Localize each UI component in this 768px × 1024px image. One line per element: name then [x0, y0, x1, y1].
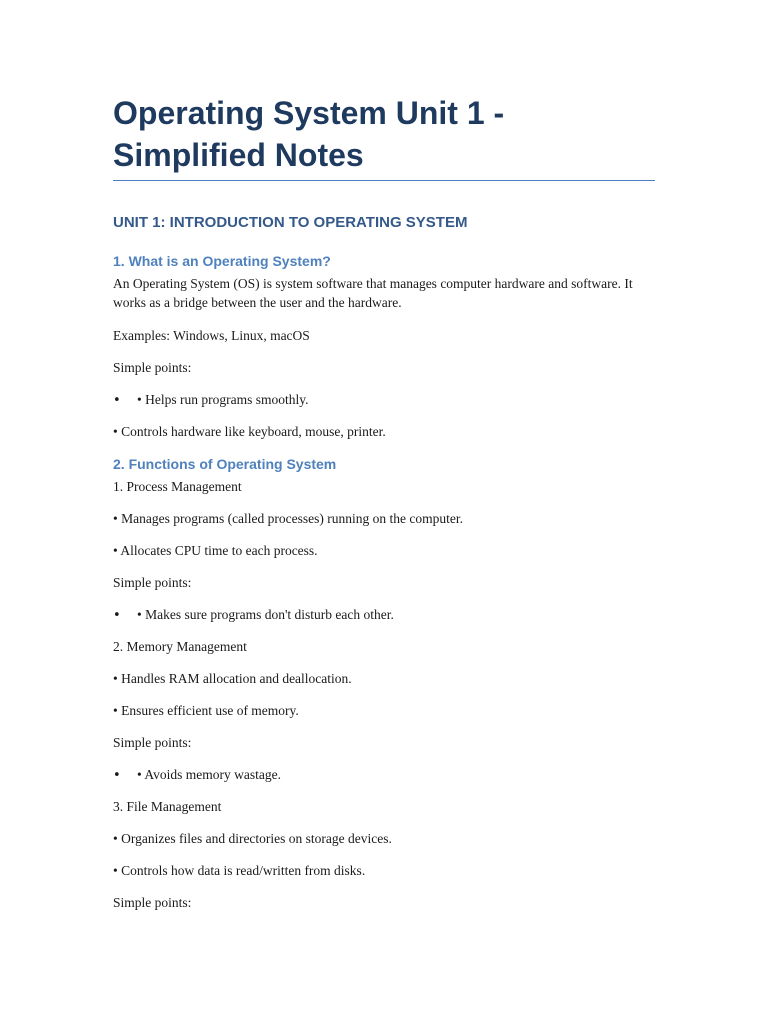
- process-management-title: 1. Process Management: [113, 479, 242, 494]
- process-management-line: • Allocates CPU time to each process.: [113, 543, 318, 558]
- list-item-text: • Makes sure programs don't disturb each other.: [137, 607, 394, 622]
- document-title: Operating System Unit 1 - Simplified Notes: [113, 95, 505, 173]
- os-examples: Examples: Windows, Linux, macOS: [113, 328, 310, 343]
- file-management-title: 3. File Management: [113, 799, 222, 814]
- memory-management-title: 2. Memory Management: [113, 639, 247, 654]
- list-item: [113, 765, 281, 785]
- memory-management-line: • Ensures efficient use of memory.: [113, 703, 299, 718]
- simple-points-label: Simple points:: [113, 895, 192, 910]
- memory-management-line: • Handles RAM allocation and deallocation.: [113, 671, 352, 686]
- simple-points-label: Simple points:: [113, 575, 192, 590]
- process-management-line: • Manages programs (called processes) running on the computer.: [113, 511, 463, 526]
- list-item: [113, 390, 308, 410]
- os-point-controls-hardware: • Controls hardware like keyboard, mouse, printer.: [113, 424, 386, 439]
- section-heading-functions: 2. Functions of Operating System: [113, 456, 337, 472]
- list-item-text: • Helps run programs smoothly.: [137, 392, 309, 407]
- file-management-line: • Organizes files and directories on storage devices.: [113, 831, 392, 846]
- section-heading-what-is-os: 1. What is an Operating System?: [113, 253, 331, 269]
- bullet-icon: •: [113, 768, 121, 783]
- title-underline: [113, 180, 655, 181]
- file-management-line: • Controls how data is read/written from disks.: [113, 863, 366, 878]
- list-item-text: • Avoids memory wastage.: [137, 767, 281, 782]
- simple-points-label: Simple points:: [113, 735, 192, 750]
- bullet-icon: •: [113, 393, 121, 408]
- list-item: [113, 605, 394, 625]
- os-definition-paragraph: An Operating System (OS) is system software that manages computer hardware and software. It works as a bridge between the user and the hardware.: [113, 276, 633, 310]
- bullet-icon: •: [113, 608, 121, 623]
- unit-heading: UNIT 1: INTRODUCTION TO OPERATING SYSTEM: [113, 214, 468, 231]
- simple-points-label: Simple points:: [113, 360, 192, 375]
